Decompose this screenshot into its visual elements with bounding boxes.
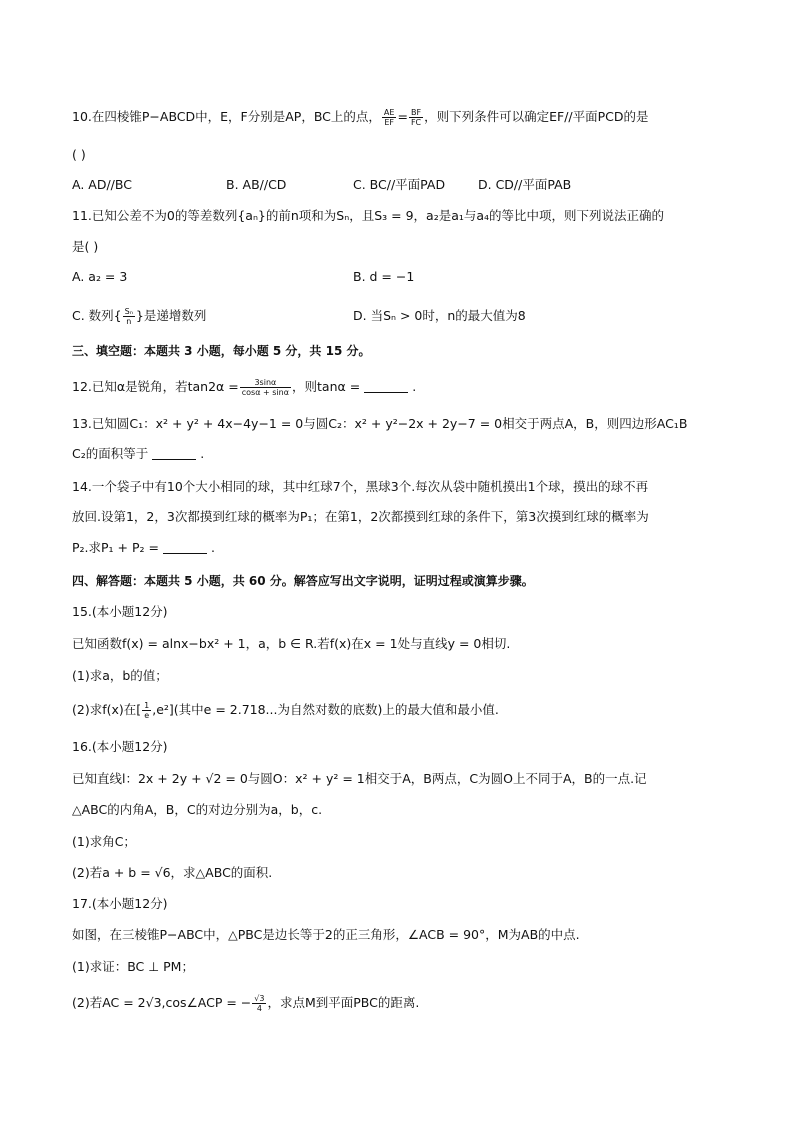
q12-text-c: . (412, 379, 417, 394)
q11-optc-fraction (123, 307, 135, 326)
q14-text-b: . (211, 540, 215, 555)
q12-fraction (240, 378, 291, 397)
q13-text-b: . (200, 446, 205, 461)
q17-part2-text-b: ，求点M到平面PBC的距离. (267, 995, 420, 1010)
q11-optc-text-b: }是递增数列 (135, 308, 207, 323)
q15-part2-fraction (142, 701, 151, 720)
q10-option-a: A. AD//BC (72, 177, 132, 192)
q14-line3 (72, 539, 215, 557)
q10-text-b: ，则下列条件可以确定EF//平面PCD的是 (424, 109, 649, 124)
q10-frac2-num: BF (409, 108, 423, 118)
q16-stem-line1: 已知直线l：2x + 2y + √2 = 0与圆O：x² + y² = 1相交于A，B两点，C为圆O上不同于A，B的一点.记 (72, 771, 647, 786)
q16-heading: 16.(本小题12分) (72, 739, 168, 754)
q11-line2: 是( ) (72, 239, 99, 254)
q11-optc-text-a: C. 数列{ (72, 308, 122, 323)
q10-option-c: C. BC//平面PAD (353, 177, 446, 192)
q15-part2-den: e (144, 711, 150, 720)
q13-text-a: C₂的面积等于 (72, 446, 149, 461)
q17-part2-num: √3 (254, 994, 265, 1003)
q10-line1 (72, 108, 649, 127)
q11-optc-den: n (126, 317, 132, 326)
q16-stem-line2: △ABC的内角A，B，C的对边分别为a，b，c. (72, 802, 323, 817)
q13-answer-blank[interactable] (152, 459, 196, 460)
q17-part1: (1)求证：BC ⊥ PM； (72, 959, 194, 974)
q12-num: 3sinα (240, 378, 291, 388)
q10-frac2-den: FC (410, 118, 422, 127)
q10-fraction-2 (409, 108, 423, 127)
q17-part2-fraction (252, 994, 266, 1013)
q15-part1: (1)求a，b的值； (72, 668, 168, 683)
q15-heading: 15.(本小题12分) (72, 604, 168, 619)
q10-frac1-num: AE (383, 108, 395, 117)
q15-part2-text-a: (2)求f(x)在[ (72, 702, 142, 717)
q15-part2-text-b: ,e²](其中e = 2.718...为自然对数的底数)上的最大值和最小值. (152, 702, 499, 717)
q11-line1: 11.已知公差不为0的等差数列{aₙ}的前n项和为Sₙ，且S₃ = 9，a₂是a₁与a₄的等比中项，则下列说法正确的 (72, 208, 665, 223)
q12-answer-blank[interactable] (364, 392, 408, 393)
q10-option-b: B. AB//CD (226, 177, 287, 192)
section-4-heading: 四、解答题：本题共 5 小题，共 60 分。解答应写出文字说明，证明过程或演算步骤。 (72, 574, 534, 588)
q12-text-a: 12.已知α是锐角，若tan2α = (72, 379, 239, 394)
q10-answer-bracket: ( ) (72, 147, 86, 162)
q11-option-d: D. 当Sₙ > 0时，n的最大值为8 (353, 308, 526, 323)
q17-part2-den: 4 (256, 1004, 262, 1013)
q10-equals: = (397, 109, 408, 124)
q13-line2 (72, 445, 204, 463)
q10-frac1-den: EF (384, 118, 395, 127)
q12-text-b: ，则tanα = (292, 379, 361, 394)
q10-option-d: D. CD//平面PAB (478, 177, 572, 192)
q14-line2: 放回.设第1，2，3次都摸到红球的概率为P₁；在第1，2次都摸到红球的条件下，第3次摸到红球的概率为 (72, 509, 649, 524)
q14-line1: 14.一个袋子中有10个大小相同的球，其中红球7个，黑球3个.每次从袋中随机摸出1个球，摸出的球不再 (72, 479, 649, 494)
section-3-heading: 三、填空题：本题共 3 小题，每小题 5 分，共 15 分。 (72, 344, 371, 358)
q16-part1: (1)求角C； (72, 834, 136, 849)
q15-part2 (72, 701, 499, 720)
q17-part2-text-a: (2)若AC = 2√3,cos∠ACP = − (72, 995, 252, 1010)
q10-fraction-1 (382, 108, 397, 127)
q11-option-c (72, 307, 206, 326)
q12-line (72, 378, 416, 397)
q17-heading: 17.(本小题12分) (72, 896, 168, 911)
q11-option-a: A. a₂ = 3 (72, 269, 128, 284)
q15-part2-num: 1 (144, 701, 150, 710)
q11-option-b: B. d = −1 (353, 269, 415, 284)
q14-answer-blank[interactable] (163, 553, 207, 554)
q16-part2: (2)若a + b = √6，求△ABC的面积. (72, 865, 273, 880)
q15-stem: 已知函数f(x) = alnx−bx² + 1，a，b ∈ R.若f(x)在x = 1处与直线y = 0相切. (72, 636, 511, 651)
q12-den: cosα + sinα (241, 388, 290, 397)
q17-stem: 如图，在三棱锥P−ABC中，△PBC是边长等于2的正三角形，∠ACB = 90°，M为AB的中点. (72, 927, 580, 942)
q17-part2 (72, 994, 419, 1013)
q14-text-a: P₂.求P₁ + P₂ = (72, 540, 159, 555)
q10-text-a: 10.在四棱锥P−ABCD中，E，F分别是AP，BC上的点， (72, 109, 381, 124)
q11-optc-num: Sₙ (124, 307, 133, 316)
q13-line1: 13.已知圆C₁：x² + y² + 4x−4y−1 = 0与圆C₂：x² + y²−2x + 2y−7 = 0相交于两点A，B，则四边形AC₁B (72, 416, 688, 431)
